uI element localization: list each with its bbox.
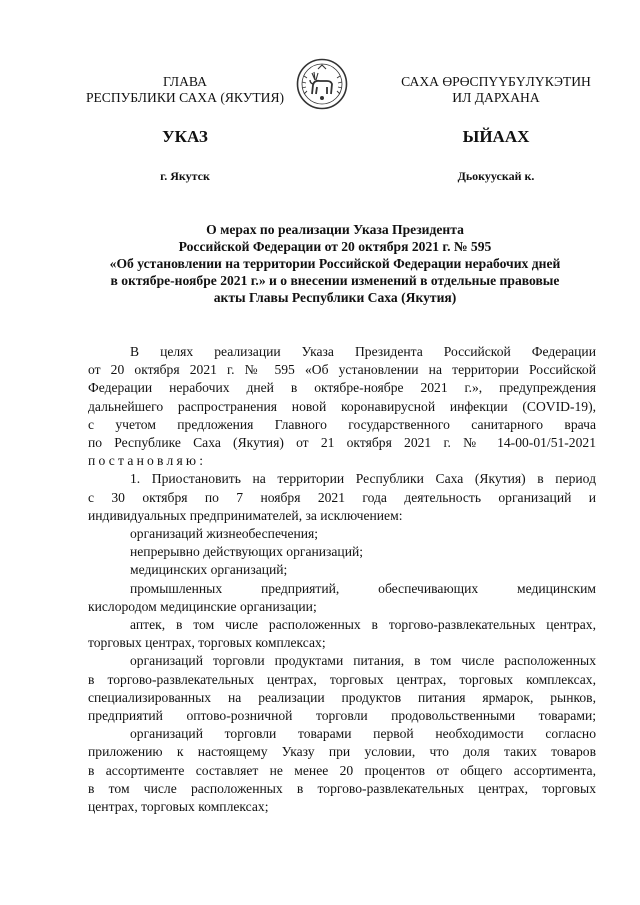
issuer-republic-line-yakut: САХА ӨРӨСПҮҮБҮЛҮКЭТИН — [401, 74, 591, 89]
body-line: специализированных на реализации продуктов питания ярмарок, рынков, — [88, 689, 596, 705]
body-line: приложению к настоящему Указу при условии, что доля таких товаров — [88, 744, 596, 760]
body-line: дальнейшего распространения новой коронавирусной инфекции (COVID-19), — [88, 398, 596, 414]
body-line: по Республике Саха (Якутия) от 21 октября 2021 г. № 14-00-01/51-2021 — [88, 435, 596, 451]
title-line: Российской Федерации от 20 октября 2021 г. № 595 — [178, 239, 492, 254]
body-line: В целях реализации Указа Президента Российской Федерации — [130, 344, 596, 359]
body-line: в торгово-развлекательных центрах, торговых центрах, торговых комплексах, — [88, 671, 596, 687]
city-yakut: Дьокуускай к. — [457, 169, 535, 183]
body-line: центрах, торговых комплексах; — [88, 799, 269, 815]
issuer-title-line: ГЛАВА — [163, 74, 207, 89]
body-line: в том числе расположенных в торгово-развлекательных центрах, торговых — [88, 780, 596, 796]
body-line: организаций торговли товарами первой необходимости согласно — [130, 726, 596, 742]
body-line: с 30 октября по 7 ноября 2021 года деятельность организаций и — [88, 489, 596, 505]
body-line: аптек, в том числе расположенных в торгово-развлекательных центрах, — [130, 617, 596, 633]
body-line-decree-word: постановляю: — [88, 453, 207, 469]
body-line: от 20 октября 2021 г. № 595 «Об установлении на территории Российской — [88, 362, 596, 378]
title-line: О мерах по реализации Указа Президента — [206, 222, 464, 237]
body-line: предприятий оптово-розничной торговли продовольственными товарами; — [88, 708, 596, 724]
doc-type-yakut: ЫЙААХ — [462, 127, 530, 146]
body-line: индивидуальных предпринимателей, за исключением: — [88, 507, 403, 523]
decree-title — [80, 221, 590, 306]
body-line: Федерации нерабочих дней в октябре-ноябре 2021 г.», предупреждения — [88, 380, 596, 396]
body-line: медицинских организаций; — [130, 562, 288, 578]
body-line: промышленных предприятий, обеспечивающих медицинским — [130, 580, 596, 596]
body-line: 1. Приостановить на территории Республики Саха (Якутия) в период — [130, 471, 596, 487]
body-line: торговых центрах, торговых комплексах; — [88, 635, 326, 651]
body-line: с учетом предложения Главного государственного санитарного врача — [88, 416, 596, 432]
decree-body — [88, 343, 596, 816]
coat-of-arms-icon — [296, 58, 348, 110]
body-line: кислородом медицинские организации; — [88, 598, 317, 614]
issuer-header-yakut — [372, 74, 620, 106]
body-line: организаций жизнеобеспечения; — [130, 526, 319, 542]
title-line: в октябре-ноябре 2021 г.» и о внесении изменений в отдельные правовые — [110, 273, 560, 288]
issuer-republic-line: РЕСПУБЛИКИ САХА (ЯКУТИЯ) — [85, 90, 285, 105]
issuer-title-line-yakut: ИЛ ДАРХАНА — [452, 90, 540, 105]
city-russian: г. Якутск — [160, 169, 210, 183]
doc-type-russian: УКАЗ — [162, 127, 208, 146]
body-line: в ассортименте составляет не менее 20 процентов от общего ассортимента, — [88, 762, 596, 778]
title-line: «Об установлении на территории Российской Федерации нерабочих дней — [109, 256, 561, 271]
issuer-header-russian — [70, 74, 300, 106]
body-line: непрерывно действующих организаций; — [130, 544, 364, 560]
body-line: организаций торговли продуктами питания, в том числе расположенных — [130, 653, 596, 669]
title-line: акты Главы Республики Саха (Якутия) — [213, 290, 457, 305]
